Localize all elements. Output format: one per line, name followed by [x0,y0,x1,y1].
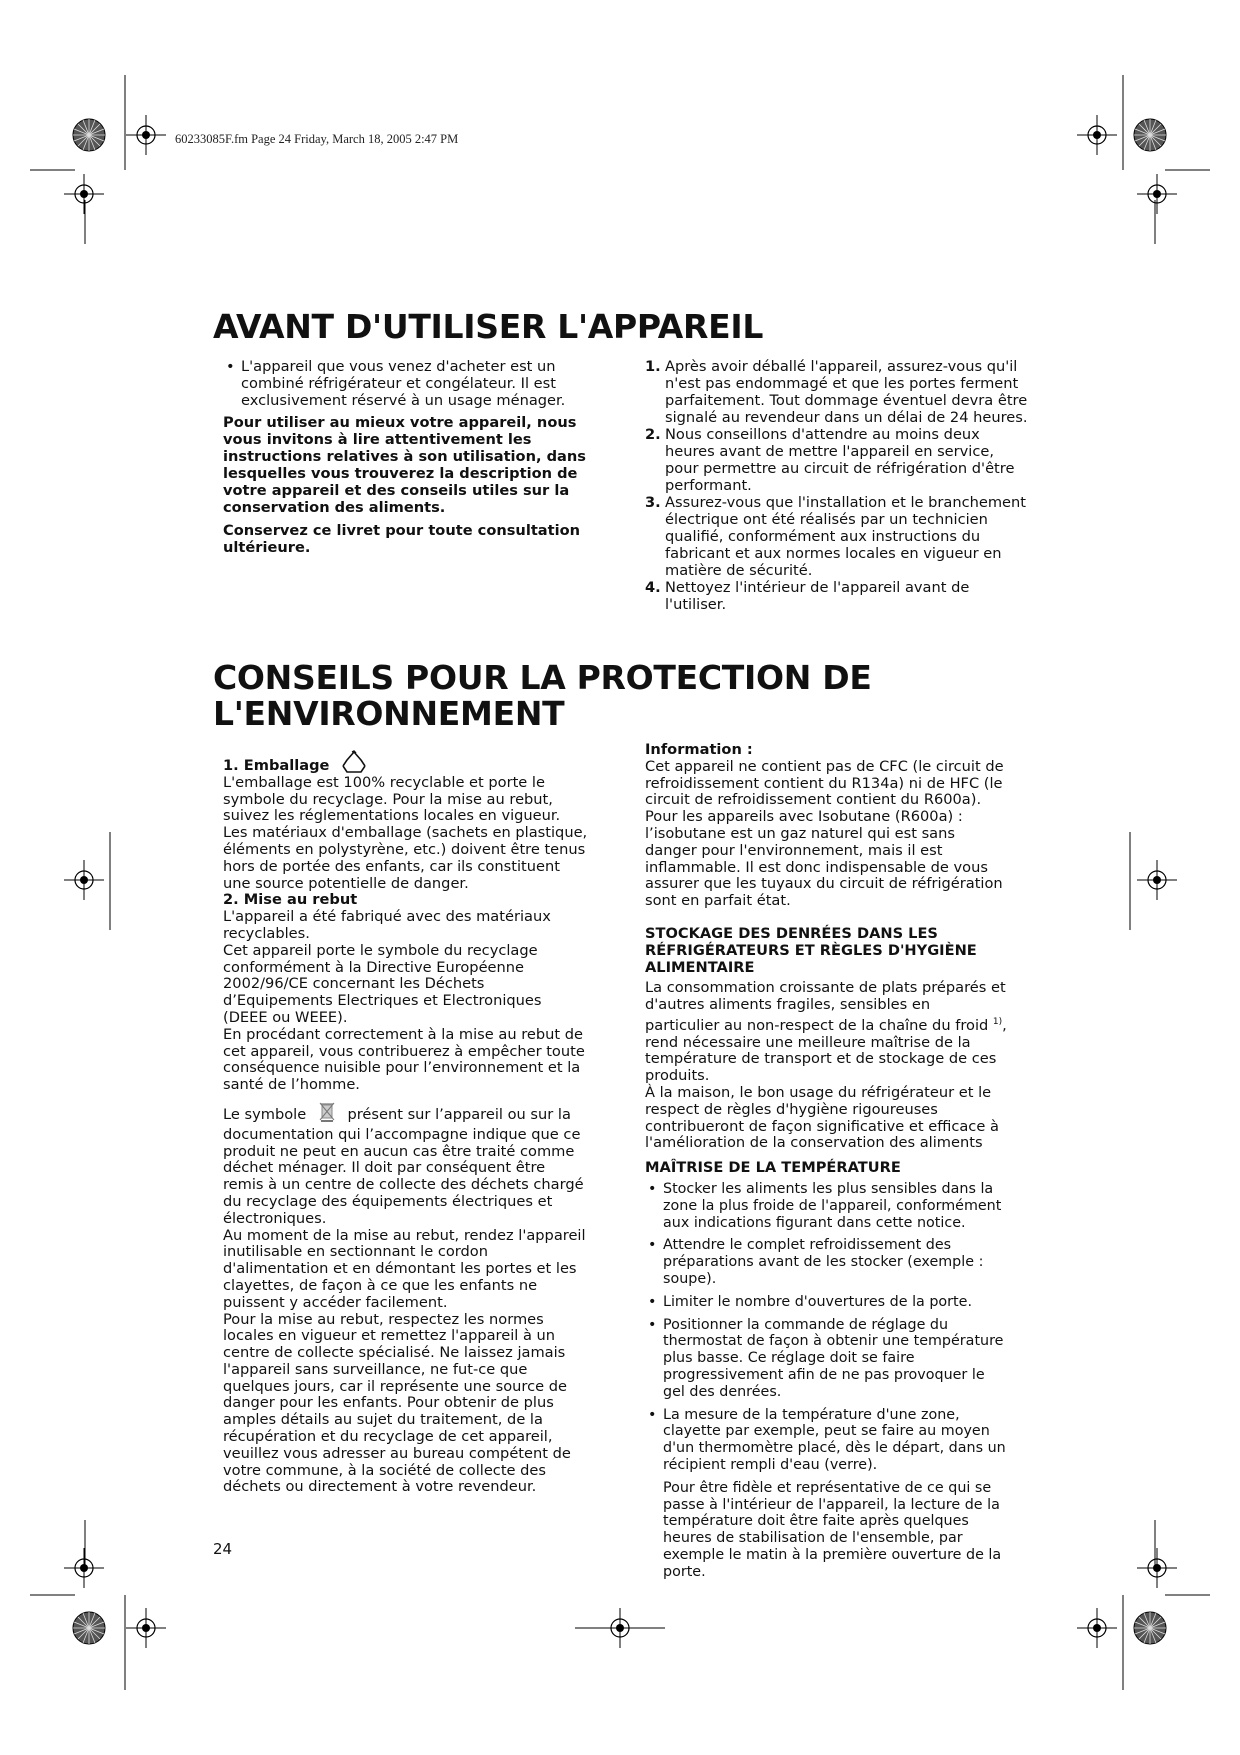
registration-target-icon [126,115,166,155]
list-item: • Stocker les aliments les plus sensibles dans la zone la plus froide de l'appareil, conformément aux indications figurant dans cette notice. [648,1180,1002,1231]
keep-booklet-note: Conservez ce livret pour toute consultation ultérieure. [223,522,581,556]
rebut-heading: 2. Mise au rebut [223,891,358,909]
rebut-text-3: En procédant correctement à la mise au rebut de cet appareil, vous contribuerez à empêcher toute conséquence nuisible pour l’environnement et la santé de l’homme. [223,1025,585,1094]
section2-right-column [645,742,1007,1581]
recycle-icon [340,750,368,774]
stockage-text-2: À la maison, le bon usage du réfrigérateur et le respect de règles d'hygiène rigoureuses contribueront de façon significative et efficace à l'amélioration de la conservation des aliments [645,1084,999,1152]
stockage-text-1: La consommation croissante de plats préparés et d'autres aliments fragiles, sensibles en particulier au non-respect de la chaîne du froid $^{1)}$, rend nécessaire une meilleure maîtrise de la température de transport et de stockage de ces produits. [645,979,1007,1085]
section1-right-column [645,358,1030,613]
emballage-text: L'emballage est 100% recyclable et porte le symbole du recyclage. Pour la mise au rebut, suivez les réglementations locales en vigueur. Les matériaux d'emballage (sachets en plastique, éléments en polystyrène, etc.) doivent être tenus hors de portée des enfants, car ils constituent une source potentielle de danger. [223,773,588,892]
crossed-bin-icon [319,1100,335,1122]
usage-note: L'appareil que vous venez d'acheter est un combiné réfrigérateur et congélateur. Il est exclusivement réservé à un usage ménager. [241,358,566,409]
rebut-text-2: Cet appareil porte le symbole du recyclage conformément à la Directive Européenne 2002/96/CE concernant les Déchets d’Equipements Electriques et Electroniques (DEEE ou WEEE). [223,941,542,1026]
symbole-text: documentation qui l’accompagne indique que ce produit ne peut en aucun cas être traité comme déchet ménager. Il doit par conséquent être remis à un centre de collecte des déchets chargé du recyclage des équipements électriques et électroniques. [223,1125,584,1227]
section2-left-column [223,748,588,1496]
registration-target-icon [1137,174,1177,214]
crop-mark-icon [1123,75,1210,244]
section1-left-column [223,358,603,556]
list-item: • Limiter le nombre d'ouvertures de la porte. [648,1293,972,1310]
registration-target-icon [1137,860,1177,900]
file-stamp: 60233085F.fm Page 24 Friday, March 18, 2005 2:47 PM [175,132,459,146]
section-title-avant: AVANT D'UTILISER L'APPAREIL [213,307,764,346]
symbole-after: présent sur l’appareil ou sur la [347,1105,571,1123]
list-item: • L'appareil que vous venez d'acheter est un combiné réfrigérateur et congélateur. Il est exclusivement réservé à un usage ménager. [226,358,566,409]
info-text-2: Pour les appareils avec Isobutane (R600a) : l’isobutane est un gaz naturel qui est sans danger pour l'environnement, mais il est inflammable. Il est donc indispensable de vous assurer que les tuyaux du circuit de réfrigération sont en parfait état. [645,808,1003,910]
usage-advice: Pour utiliser au mieux votre appareil, nous vous invitons à lire attentivement les instructions relatives à son utilisation, dans lesquelles vous trouverez la description de votre appareil et des conseils utiles sur la conservation des aliments. [223,414,586,516]
list-item: 3. Assurez-vous que l'installation et le branchement électrique ont été réalisés par un technicien qualifié, conformément aux instructions du fabricant et aux normes locales en vigueur en matière de sécurité. [645,494,1026,579]
section-title-environnement [213,660,872,732]
maitrise-heading: MAÎTRISE DE LA TEMPÉRATURE [645,1159,901,1177]
registration-target-icon [1077,115,1117,155]
crop-mark-icon [1123,1520,1210,1690]
info-text-1: Cet appareil ne contient pas de CFC (le circuit de refroidissement contient du R134a) ni de HFC (le circuit de refroidissement contient du R600a). [645,757,1004,809]
symbole-before: Le symbole [223,1105,307,1123]
registration-target-icon [1134,119,1166,151]
section-title-line2: L'ENVIRONNEMENT [213,694,565,733]
registration-target-icon [126,1608,166,1648]
registration-target-icon [1137,1548,1177,1588]
list-item: • Positionner la commande de réglage du thermostat de façon à obtenir une température plus basse. Ce réglage doit se faire progressivement afin de ne pas provoquer le gel des denrées. [648,1316,1004,1400]
list-item: • Attendre le complet refroidissement des préparations avant de les stocker (exemple : soupe). [648,1237,984,1287]
crop-mark-icon [30,75,125,244]
registration-target-icon [64,1548,104,1588]
pour-text: Pour la mise au rebut, respectez les normes locales en vigueur et remettez l'appareil à un centre de collecte spécialisé. Ne laissez jamais l'appareil sans surveillance, ne fut-ce que quelques jours, car il représente une source de danger pour les enfants. Pour obtenir de plus amples détails au sujet du traitement, de la récupération et du recyclage de cet appareil, veuillez vous adresser au bureau compétent de votre commune, à la société de collecte des déchets ou directement à votre revendeur. [223,1310,571,1496]
page-number: 24 [213,1540,233,1558]
list-item: 4. Nettoyez l'intérieur de l'appareil avant de l'utiliser. [645,579,970,613]
crop-mark-icon [30,1520,125,1690]
moment-text: Au moment de la mise au rebut, rendez l'appareil inutilisable en sectionnant le cordon d'alimentation et en démontant les portes et les clayettes, de façon à ce que les enfants ne puissent y accéder facilement. [223,1226,586,1311]
registration-target-icon [73,1612,105,1644]
rebut-text-1: L'appareil a été fabriqué avec des matériaux recyclables. [223,908,551,942]
info-heading: Information : [645,741,753,758]
stockage-heading: STOCKAGE DES DENRÉES DANS LES RÉFRIGÉRATEURS ET RÈGLES D'HYGIÈNE ALIMENTAIRE [645,924,977,976]
registration-target-icon [64,860,104,900]
section-title-line1: CONSEILS POUR LA PROTECTION DE [213,658,872,697]
list-item: 1. Après avoir déballé l'appareil, assurez-vous qu'il n'est pas endommagé et que les portes ferment parfaitement. Tout dommage éventuel devra être signalé au revendeur dans un délai de 24 heures. [645,358,1028,426]
registration-target-icon [64,174,104,214]
list-item: • La mesure de la température d'une zone, clayette par exemple, peut se faire au moyen d'un thermomètre placé, dès le départ, dans un récipient rempli d'eau (verre). [648,1406,1006,1473]
registration-target-icon [73,119,105,151]
list-item: 2. Nous conseillons d'attendre au moins deux heures avant de mettre l'appareil en service, pour permettre au circuit de réfrigération d'être performant. [645,426,1015,494]
emballage-heading: 1. Emballage [223,757,330,774]
registration-target-icon [1134,1612,1166,1644]
temperature-reading-note: Pour être fidèle et représentative de ce qui se passe à l'intérieur de l'appareil, la lecture de la température doit être faite après quelques heures de stabilisation de l'ensemble, par exemple le matin à la première ouverture de la porte. [663,1479,1002,1580]
registration-target-icon [1077,1608,1117,1648]
